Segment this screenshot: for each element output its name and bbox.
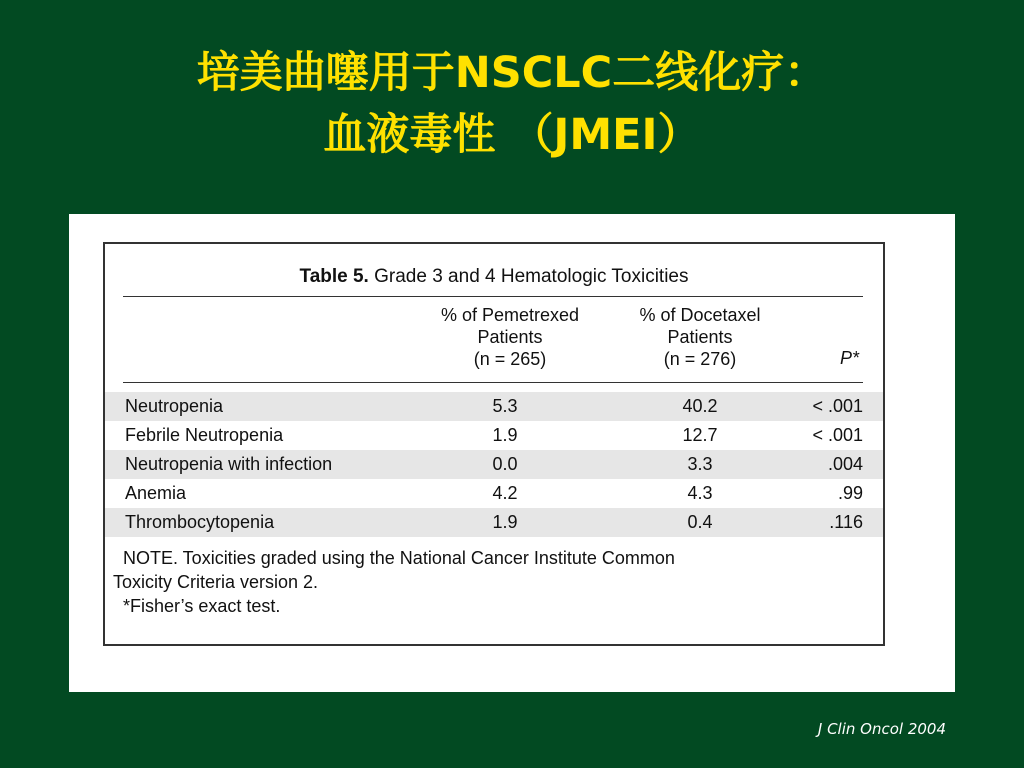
note-line-2: Toxicity Criteria version 2. [113,572,319,592]
p-value: .99 [837,483,863,503]
header-line: (n = 276) [663,349,737,369]
p-value: < .001 [812,425,863,445]
toxicity-name: Anemia [125,483,187,503]
header-line: (n = 265) [473,349,547,369]
table-row [105,450,883,479]
toxicity-name: Neutropenia with infection [125,454,333,474]
table-caption-text: Grade 3 and 4 Hematologic Toxicities [368,266,689,287]
slide-title [0,42,1024,166]
docetaxel-value: 40.2 [682,396,718,416]
docetaxel-value: 4.3 [687,483,713,503]
table-row [105,392,883,421]
header-bottom-rule [123,382,863,383]
p-value: < .001 [812,396,863,416]
docetaxel-value: 12.7 [682,425,718,445]
header-line: % of Docetaxel [639,305,761,325]
slide-title-line-2: 血液毒性 （JMEI） [323,110,701,160]
p-value: .116 [829,512,863,532]
note-line-3: *Fisher’s exact test. [123,596,281,616]
table-caption-label: Table 5. [299,266,369,287]
pemetrexed-value: 1.9 [492,512,518,532]
slide-title-line-1: 培美曲噻用于NSCLC二线化疗： [196,48,828,98]
header-line: Patients [667,327,733,347]
toxicity-name: Neutropenia [125,396,224,416]
source-citation: J Clin Oncol 2004 [817,720,946,738]
column-header-pemetrexed [410,304,610,370]
pemetrexed-value: 5.3 [492,396,518,416]
pemetrexed-value: 0.0 [492,454,518,474]
toxicity-name: Febrile Neutropenia [125,425,284,445]
toxicity-name: Thrombocytopenia [125,512,275,532]
column-header-p-value: P* [839,348,859,368]
docetaxel-value: 0.4 [687,512,713,532]
header-line: Patients [477,327,543,347]
docetaxel-value: 3.3 [687,454,713,474]
table-row [105,479,883,508]
table-image-panel [69,214,955,692]
table-body [105,392,883,537]
pemetrexed-value: 1.9 [492,425,518,445]
table-note [113,546,873,618]
table-row [105,508,883,537]
p-value: .004 [827,454,863,474]
column-header-docetaxel [605,304,795,370]
table-frame [103,242,885,646]
header-top-rule [123,296,863,297]
header-line: % of Pemetrexed [440,305,580,325]
table-caption [105,266,883,288]
pemetrexed-value: 4.2 [492,483,518,503]
table-row [105,421,883,450]
note-line-1: NOTE. Toxicities graded using the National Cancer Institute Common [123,548,675,568]
